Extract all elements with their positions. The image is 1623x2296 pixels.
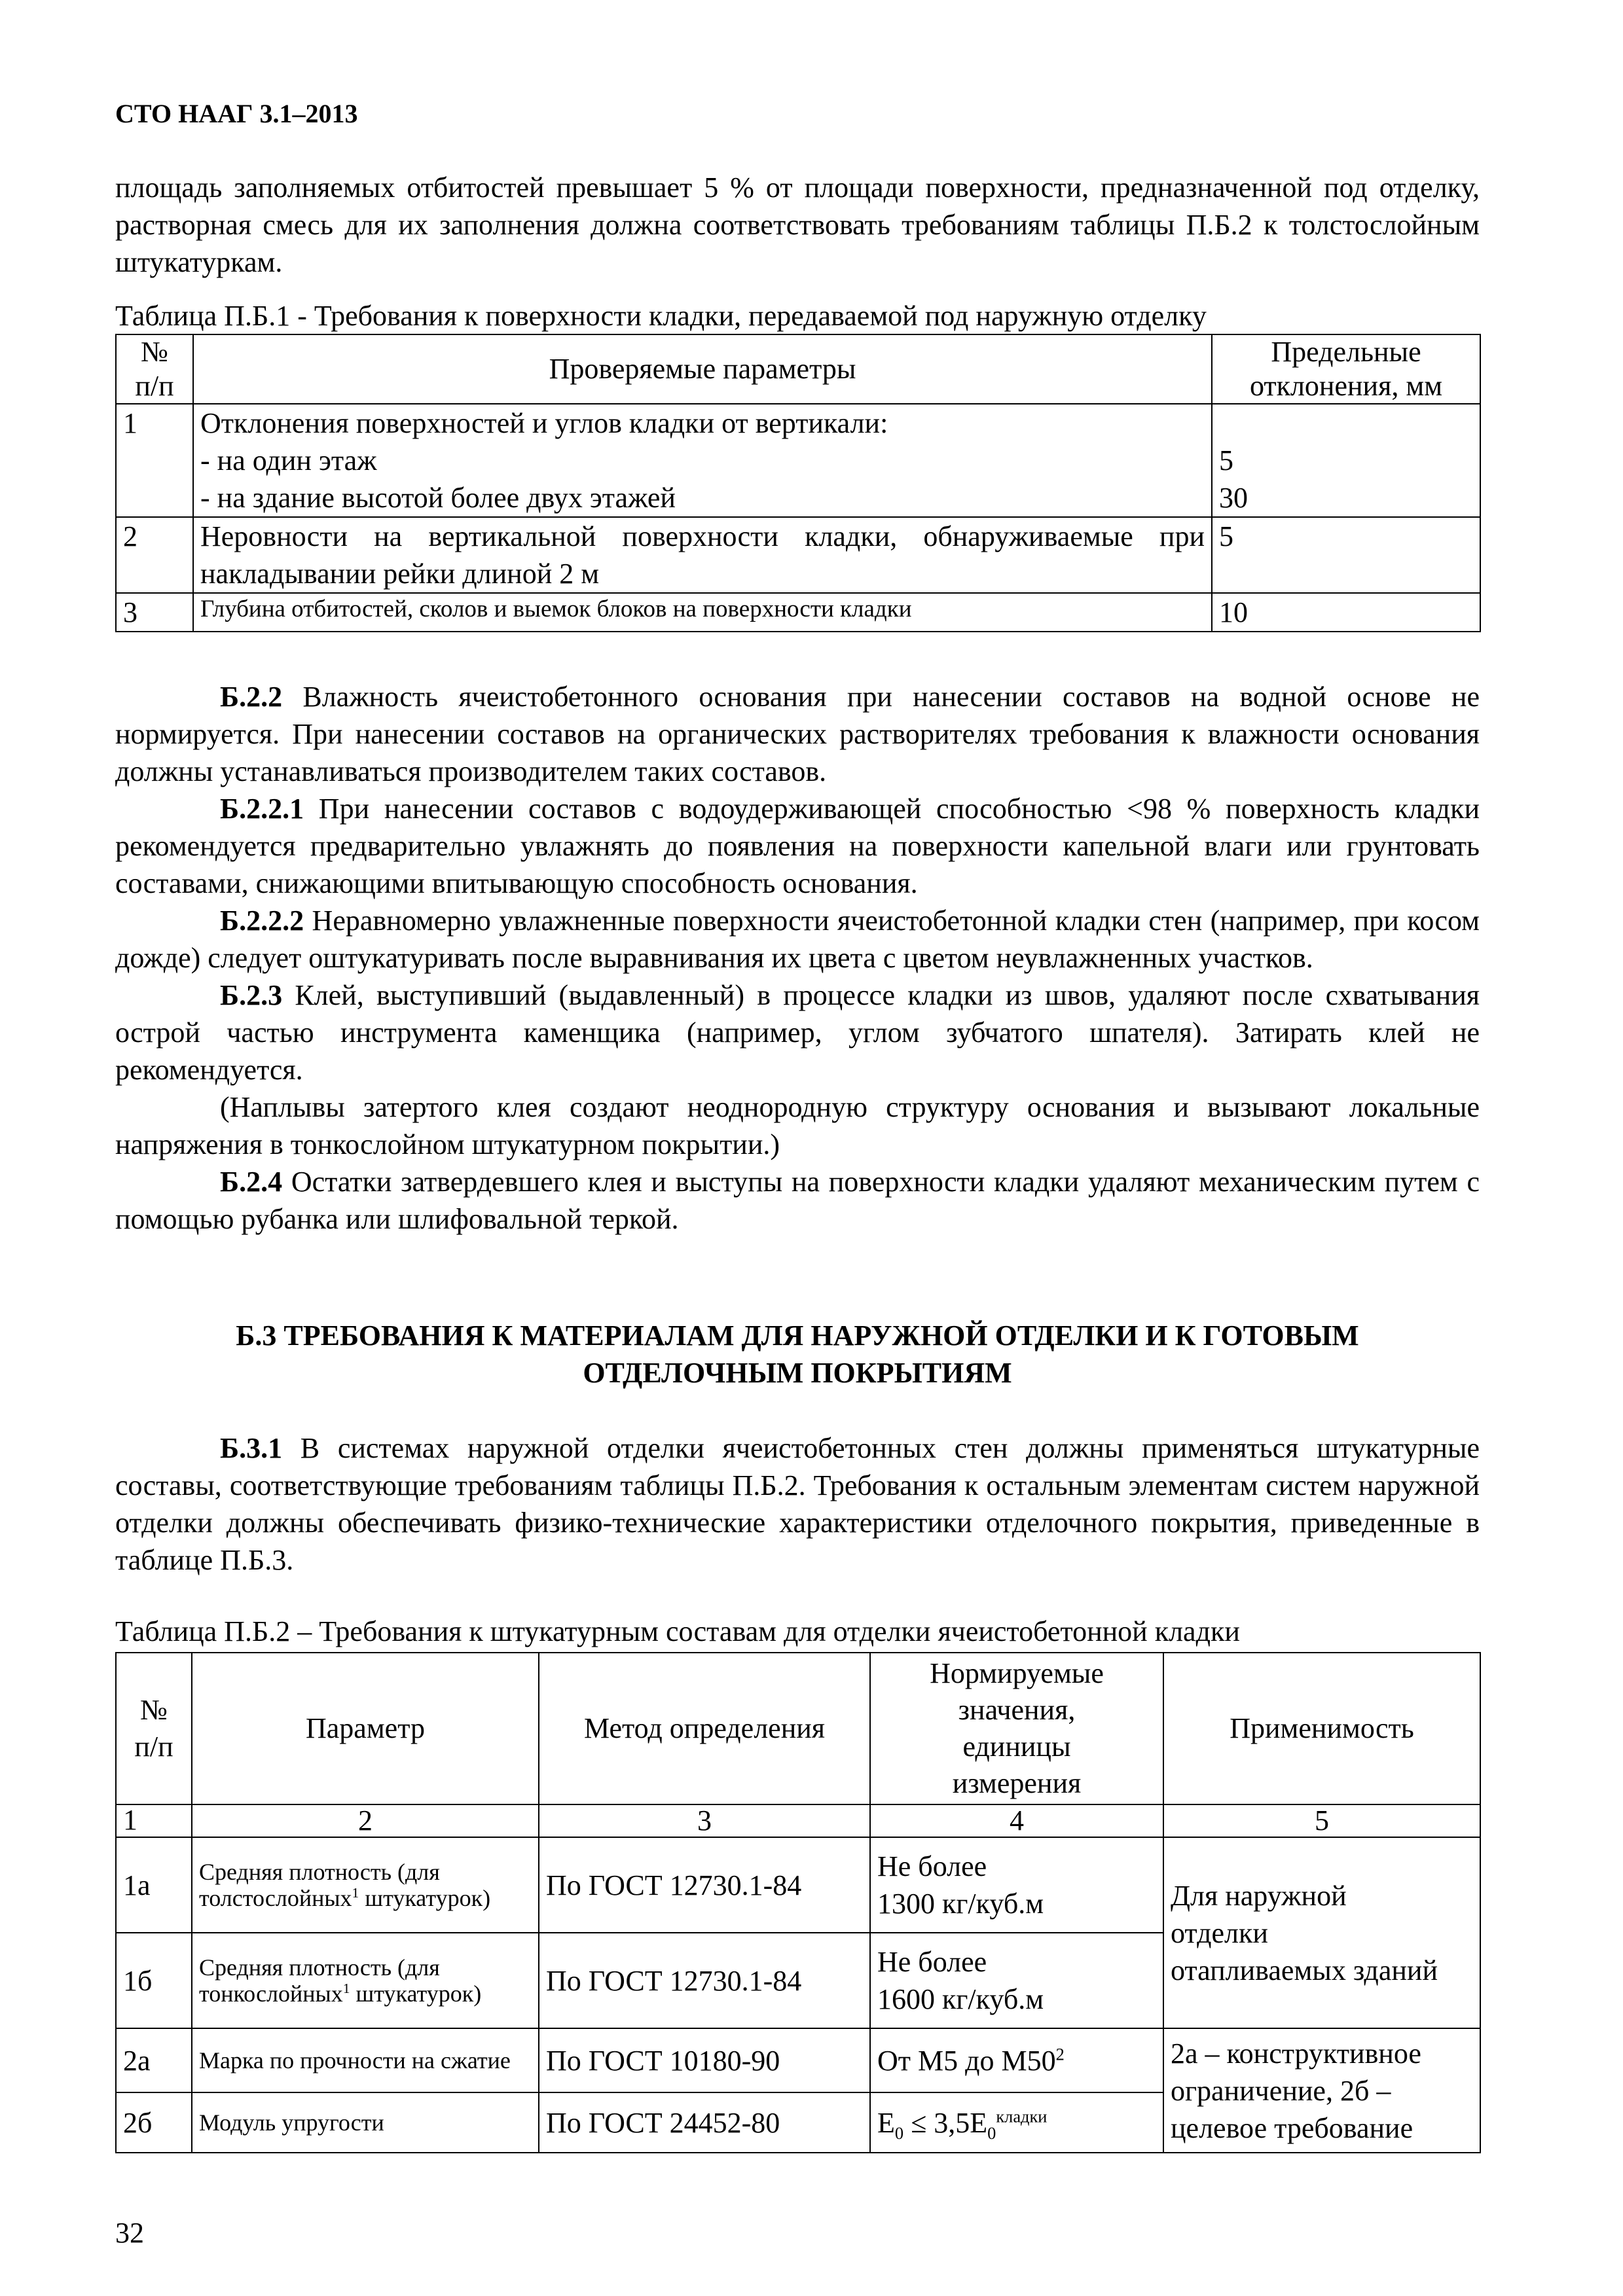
table-row: [116, 2028, 1480, 2092]
row-value: 5 30: [1212, 404, 1480, 517]
applicability-heated: Для наружной отделки отапливаемых зданий: [1163, 1837, 1480, 2028]
header-param: Проверяемые параметры: [193, 334, 1212, 404]
intro-paragraph: площадь заполняемых отбитостей превышает 5 % от площади поверхности, предназначенной под отделку, растворная смесь для их заполнения должна соответствовать требованиям таблицы П.Б.2 к толстослойным штукатуркам.: [115, 171, 1480, 278]
table1-caption: Таблица П.Б.1 - Требования к поверхности кладки, передаваемой под наружную отделку: [115, 300, 1207, 332]
table-plaster-requirements: [115, 1652, 1481, 2153]
col-number: 2: [192, 1804, 539, 1837]
table-header-row: [116, 1653, 1480, 1804]
row-num: 1: [116, 404, 193, 517]
col-number: 4: [870, 1804, 1163, 1837]
col-number: 1: [116, 1804, 192, 1837]
section-heading: Б.3 ТРЕБОВАНИЯ К МАТЕРИАЛАМ ДЛЯ НАРУЖНОЙ ОТДЕЛКИ И К ГОТОВЫМ ОТДЕЛОЧНЫМ ПОКРЫТИЯМ: [236, 1319, 1359, 1389]
paragraph-b22: Б.2.2 Влажность ячеистобетонного основания при нанесении составов на водной основе не нормируется. При нанесении составов на органических растворителях требования к влажности основания должны устанавливаться производителем таких составов.: [115, 681, 1480, 787]
col-number: 5: [1163, 1804, 1480, 1837]
row-method: По ГОСТ 12730.1-84: [539, 1837, 870, 1933]
column-number-row: [116, 1804, 1480, 1837]
paragraph-b24: Б.2.4 Остатки затвердевшего клея и выступы на поверхности кладки удаляют механическим путем с помощью рубанка или шлифовальной теркой.: [115, 1166, 1480, 1235]
header-applicability: Применимость: [1163, 1653, 1480, 1804]
row-num: 1а: [116, 1837, 192, 1933]
row-param: Глубина отбитостей, сколов и выемок блоков на поверхности кладки: [193, 593, 1212, 632]
row-value: Не более 1300 кг/куб.м: [870, 1837, 1163, 1933]
row-value: От М5 до $М50^2$: [870, 2028, 1163, 2092]
paragraph-note: (Наплывы затертого клея создают неоднородную структуру основания и вызывают локальные напряжения в тонкослойном штукатурном покрытии.): [115, 1091, 1480, 1160]
row-num: 2а: [116, 2028, 192, 2092]
paragraph-b222: Б.2.2.2 Неравномерно увлажненные поверхности ячеистобетонной кладки стен (например, при косом дожде) следует оштукатуривать после выравнивания их цвета с цветом неувлажненных участков.: [115, 905, 1480, 974]
table-row: [116, 593, 1480, 632]
document-header: СТО НААГ 3.1–2013: [115, 99, 358, 128]
row-value: Не более 1600 кг/куб.м: [870, 1933, 1163, 2028]
paragraph-b31: Б.3.1 В системах наружной отделки ячеистобетонных стен должны применяться штукатурные составы, соответствующие требованиям таблицы П.Б.2. Требования к остальным элементам систем наружной отделки должны обеспечивать физико-технические характеристики отделочного покрытия, приведенные в таблице П.Б.3.: [115, 1432, 1480, 1576]
row-value: $E_0 \le 3,5E_0^{кладки}$: [870, 2092, 1163, 2153]
header-param: Параметр: [192, 1653, 539, 1804]
row-param: Отклонения поверхностей и углов кладки от вертикали: - на один этаж - на здание высотой более двух этажей: [193, 404, 1212, 517]
header-num: № п/п: [116, 334, 193, 404]
row-num: 1б: [116, 1933, 192, 2028]
table-row: [116, 1837, 1480, 1933]
row-method: По ГОСТ 10180-90: [539, 2028, 870, 2092]
applicability-constraint: 2а – конструктивное ограничение, 2б – целевое требование: [1163, 2028, 1480, 2153]
col-number: 3: [539, 1804, 870, 1837]
row-param: Марка по прочности на сжатие: [192, 2028, 539, 2092]
header-num: № п/п: [116, 1653, 192, 1804]
row-method: По ГОСТ 24452-80: [539, 2092, 870, 2153]
row-param: Неровности на вертикальной поверхности кладки, обнаруживаемые при накладывании рейки длиной 2 м: [193, 517, 1212, 593]
table-surface-requirements: [115, 334, 1481, 632]
table-header-row: [116, 334, 1480, 404]
row-param: Средняя плотность (для толстослойных$^1$ штукатурок): [192, 1837, 539, 1933]
row-num: 2: [116, 517, 193, 593]
table2-caption: Таблица П.Б.2 – Требования к штукатурным составам для отделки ячеистобетонной кладки: [115, 1615, 1240, 1647]
row-num: 3: [116, 593, 193, 632]
paragraph-b23: Б.2.3 Клей, выступивший (выдавленный) в процессе кладки из швов, удаляют после схватывания острой частью инструмента каменщика (например, углом зубчатого шпателя). Затирать клей не рекомендуется.: [115, 979, 1480, 1086]
paragraph-b221: Б.2.2.1 При нанесении составов с водоудерживающей способностью <98 % поверхность кладки рекомендуется предварительно увлажнять до появления на поверхности капельной влаги или грунтовать составами, снижающими впитывающую способность основания.: [115, 793, 1480, 899]
row-method: По ГОСТ 12730.1-84: [539, 1933, 870, 2028]
row-value: 5: [1212, 517, 1480, 593]
row-param: Средняя плотность (для тонкослойных$^1$ штукатурок): [192, 1933, 539, 2028]
page-number: 32: [115, 2217, 144, 2249]
body-paragraphs: [115, 678, 1480, 1238]
row-param: Модуль упругости: [192, 2092, 539, 2153]
table-row: [116, 404, 1480, 517]
table-row: [116, 517, 1480, 593]
row-value: 10: [1212, 593, 1480, 632]
header-limit: Предельные отклонения, мм: [1212, 334, 1480, 404]
header-method: Метод определения: [539, 1653, 870, 1804]
row-num: 2б: [116, 2092, 192, 2153]
header-norm: Нормируемые значения, единицы измерения: [870, 1653, 1163, 1804]
